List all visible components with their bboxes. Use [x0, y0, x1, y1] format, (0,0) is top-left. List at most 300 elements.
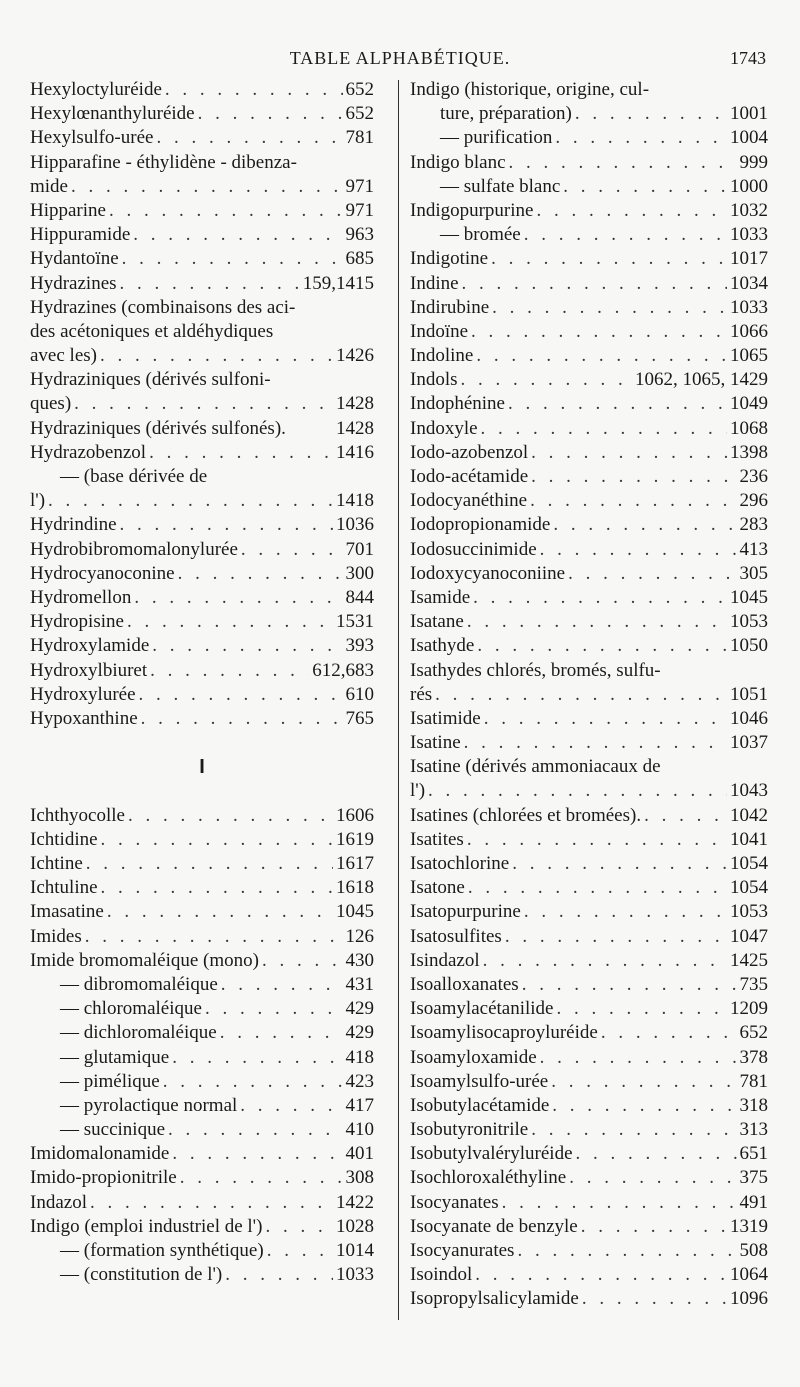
leader-dots: [467, 828, 727, 852]
leader-dots: [71, 175, 343, 199]
index-list-i-continued: [410, 78, 768, 1312]
leader-dots: [225, 1263, 333, 1287]
entry-text: Isatopurpurine: [410, 901, 521, 923]
leader-dots: [90, 1191, 333, 1215]
leader-dots: [575, 102, 727, 126]
leader-dots: [512, 852, 727, 876]
index-entry: [410, 925, 768, 949]
entry-text: mide: [30, 175, 68, 197]
entry-page-number: 1028: [336, 1215, 374, 1237]
leader-dots: [568, 562, 736, 586]
page-header: [0, 48, 800, 72]
entry-page-number: 1000: [730, 175, 768, 197]
index-entry: [30, 513, 374, 537]
entry-text: — succinique: [60, 1119, 166, 1141]
leader-dots: [220, 1021, 343, 1045]
leader-dots: [462, 272, 727, 296]
leader-dots: [644, 804, 727, 828]
leader-dots: [205, 997, 343, 1021]
leader-dots: [491, 247, 727, 271]
index-entry: [30, 175, 374, 199]
index-entry: [30, 320, 374, 344]
entry-page-number: 685: [345, 248, 374, 270]
entry-text: Indigo blanc: [410, 151, 506, 173]
index-entry: [30, 1263, 374, 1287]
entry-page-number: 1606: [336, 804, 374, 826]
leader-dots: [581, 1215, 727, 1239]
index-entry: [410, 1166, 768, 1190]
index-entry: [410, 1070, 768, 1094]
entry-page-number: 1054: [730, 877, 768, 899]
index-entry: [30, 707, 374, 731]
entry-page-number: 508: [739, 1240, 768, 1261]
index-entry: [410, 707, 768, 731]
leader-dots: [508, 392, 727, 416]
index-entry: [30, 1021, 374, 1045]
index-entry: [30, 804, 374, 828]
entry-page-number: 652: [345, 79, 374, 100]
entry-page-number: 1049: [730, 393, 768, 415]
leader-dots: [172, 1046, 342, 1070]
entry-text: Hydantoïne: [30, 248, 119, 270]
entry-text: Imide bromomaléique (mono): [30, 949, 259, 971]
entry-text: — (formation synthétique): [60, 1240, 264, 1262]
entry-page-number: 1428: [336, 417, 374, 439]
entry-text: Isatone: [410, 877, 465, 899]
entry-page-number: 781: [739, 1070, 768, 1092]
leader-dots: [473, 586, 727, 610]
index-entry: [410, 272, 768, 296]
entry-page-number: 1418: [336, 490, 374, 512]
entry-page-number: 1096: [730, 1288, 768, 1310]
leader-dots: [172, 1142, 342, 1166]
entry-text: — sulfate blanc: [440, 175, 561, 197]
entry-text: Isoindol: [410, 1264, 473, 1286]
leader-dots: [127, 610, 333, 634]
entry-page-number: 1045: [730, 586, 768, 608]
entry-text: Isocyanates: [410, 1191, 499, 1213]
index-entry: [410, 1263, 768, 1287]
entry-text: Hydrocyanoconine: [30, 562, 175, 584]
leader-dots: [551, 1070, 736, 1094]
index-entry: [410, 247, 768, 271]
entry-text: Isoalloxanates: [410, 973, 519, 995]
entry-page-number: 1034: [730, 272, 768, 294]
index-entry: [30, 1215, 374, 1239]
index-entry: [410, 634, 768, 658]
index-entry: [410, 852, 768, 876]
entry-page-number: 1042: [730, 804, 768, 826]
index-entry: [410, 223, 768, 247]
entry-text: Isobutyronitrile: [410, 1119, 529, 1141]
entry-page-number: 1046: [730, 707, 768, 729]
entry-text: Imasatine: [30, 901, 104, 923]
leader-dots: [101, 876, 333, 900]
column-divider: [398, 80, 399, 1320]
entry-page-number: 236: [739, 466, 768, 487]
index-entry: [410, 392, 768, 416]
entry-text: Indols: [410, 369, 458, 391]
leader-dots: [165, 78, 343, 102]
index-entry: [410, 949, 768, 973]
leader-dots: [522, 973, 737, 997]
leader-dots: [531, 441, 727, 465]
entry-page-number: 1068: [730, 417, 768, 439]
entry-page-number: 375: [739, 1167, 768, 1189]
entry-page-number: 413: [739, 538, 768, 560]
entry-text: Isatochlorine: [410, 853, 510, 874]
leader-dots: [468, 876, 727, 900]
leader-dots: [133, 223, 342, 247]
leader-dots: [467, 610, 727, 634]
leader-dots: [576, 1142, 737, 1166]
entry-text: Imides: [30, 925, 82, 947]
entry-page-number: 1047: [730, 925, 768, 947]
leader-dots: [141, 707, 343, 731]
entry-text: — dibromomaléique: [60, 973, 218, 995]
leader-dots: [569, 1166, 736, 1190]
entry-text: Indigo (emploi industriel de l'): [30, 1215, 263, 1237]
index-entry: [410, 513, 768, 537]
entry-page-number: 296: [739, 490, 768, 512]
leader-dots: [163, 1070, 343, 1094]
index-entry: [30, 852, 374, 876]
entry-text: Iodopropionamide: [410, 514, 551, 536]
entry-text: Iodo-azobenzol: [410, 441, 529, 463]
entry-text: Indigotine: [410, 248, 489, 270]
entry-text: Hydroxylurée: [30, 683, 136, 705]
entry-page-number: 765: [345, 707, 374, 729]
entry-text: Hexylœnanthyluréide: [30, 103, 195, 125]
entry-text: Iodosuccinimide: [410, 538, 537, 560]
entry-page-number: 999: [739, 151, 768, 173]
entry-page-number: 1064: [730, 1264, 768, 1286]
entry-text: Hexylsulfo-urée: [30, 127, 154, 149]
leader-dots: [120, 272, 300, 296]
entry-text: — bromée: [440, 224, 521, 246]
entry-text: Indophénine: [410, 393, 505, 415]
entry-text: Isatimide: [410, 707, 481, 729]
index-entry: [410, 1191, 768, 1215]
index-entry: [410, 755, 768, 779]
entry-page-number: 429: [345, 998, 374, 1020]
entry-page-number: 652: [739, 1022, 768, 1044]
entry-page-number: 1209: [730, 998, 768, 1020]
entry-page-number: 126: [345, 925, 374, 947]
index-entry: [30, 973, 374, 997]
leader-dots: [555, 126, 727, 150]
leader-dots: [552, 1094, 736, 1118]
entry-text: Isatites: [410, 828, 464, 850]
index-entry: [410, 126, 768, 150]
entry-page-number: 1014: [336, 1240, 374, 1262]
index-entry: [30, 925, 374, 949]
entry-text: Hydrazobenzol: [30, 441, 147, 463]
index-entry: [410, 1239, 768, 1263]
entry-text: Isatine (dérivés ammoniacaux de: [410, 756, 661, 778]
entry-text: Iodo-acétamide: [410, 466, 529, 487]
index-entry: [30, 586, 374, 610]
entry-page-number: 417: [345, 1094, 374, 1116]
entry-text: Indazol: [30, 1191, 87, 1213]
index-entry: [410, 199, 768, 223]
index-entry: [30, 78, 374, 102]
leader-dots: [85, 925, 343, 949]
entry-page-number: 313: [739, 1119, 768, 1141]
entry-text: l'): [30, 490, 46, 512]
leader-dots: [476, 344, 727, 368]
index-entry: [30, 489, 374, 513]
index-entry: [410, 997, 768, 1021]
leader-dots: [221, 973, 343, 997]
leader-dots: [48, 489, 333, 513]
leader-dots: [101, 828, 333, 852]
entry-text: Ichtidine: [30, 828, 98, 850]
leader-dots: [481, 417, 727, 441]
entry-page-number: 1066: [730, 320, 768, 342]
entry-text: ture, préparation): [440, 103, 572, 125]
entry-text: Isocyanurates: [410, 1240, 515, 1261]
leader-dots: [152, 634, 342, 658]
entry-text: Hippuramide: [30, 224, 131, 246]
leader-dots: [582, 1287, 727, 1311]
index-entry: [30, 949, 374, 973]
entry-text: Ichtine: [30, 853, 83, 875]
left-column: [30, 78, 374, 1287]
leader-dots: [107, 900, 333, 924]
entry-page-number: 1043: [730, 780, 768, 802]
index-entry: [30, 876, 374, 900]
entry-page-number: 300: [345, 562, 374, 584]
leader-dots: [139, 683, 343, 707]
entry-text: Indigopurpurine: [410, 199, 534, 221]
leader-dots: [241, 538, 343, 562]
section-letter-i: I: [199, 756, 205, 779]
leader-dots: [435, 683, 727, 707]
leader-dots: [502, 1191, 737, 1215]
leader-dots: [477, 634, 727, 658]
entry-text: Isathyde: [410, 635, 475, 657]
right-column: [410, 78, 768, 1312]
index-entry: [30, 1046, 374, 1070]
entry-text: Hydraziniques (dérivés sulfoni-: [30, 369, 271, 391]
entry-page-number: 1051: [730, 683, 768, 705]
index-entry: [410, 779, 768, 803]
entry-text: Indoxyle: [410, 417, 478, 439]
entry-page-number: 963: [345, 224, 374, 246]
entry-page-number: 378: [739, 1046, 768, 1068]
entry-text: Isoamylsulfo-urée: [410, 1070, 549, 1092]
leader-dots: [531, 465, 736, 489]
entry-page-number: 1618: [336, 877, 374, 899]
entry-page-number: 701: [345, 538, 374, 560]
entry-page-number: 651: [739, 1143, 768, 1165]
entry-page-number: 393: [345, 635, 374, 657]
entry-text: Isobutylacétamide: [410, 1094, 550, 1116]
index-entry: [30, 465, 374, 489]
index-entry: [410, 731, 768, 755]
index-entry: [410, 1118, 768, 1142]
entry-text: Isochloroxaléthyline: [410, 1167, 567, 1189]
entry-text: Isatane: [410, 611, 464, 633]
entry-text: Hydroxylbiuret: [30, 659, 148, 681]
leader-dots: [464, 731, 727, 755]
index-entry: [30, 828, 374, 852]
leader-dots: [134, 586, 342, 610]
entry-text: Hydromellon: [30, 586, 132, 608]
entry-page-number: 1319: [730, 1215, 768, 1237]
entry-text: Isathydes chlorés, bromés, sulfu-: [410, 659, 661, 681]
index-entry: [30, 1094, 374, 1118]
entry-page-number: 1398: [730, 441, 768, 463]
entry-page-number: 1617: [336, 853, 374, 875]
leader-dots: [484, 707, 727, 731]
entry-page-number: 1032: [730, 199, 768, 221]
entry-page-number: 318: [739, 1094, 768, 1116]
entry-text: Imido-propionitrile: [30, 1167, 177, 1189]
leader-dots: [483, 949, 727, 973]
leader-dots: [505, 925, 727, 949]
index-entry: [410, 659, 768, 683]
leader-dots: [536, 199, 727, 223]
index-entry: [410, 175, 768, 199]
entry-page-number: 1422: [336, 1191, 374, 1213]
index-entry: [30, 1070, 374, 1094]
index-entry: [30, 344, 374, 368]
index-entry: [410, 465, 768, 489]
entry-page-number: 1065: [730, 345, 768, 367]
index-entry: [410, 1094, 768, 1118]
entry-text: Isatine: [410, 732, 461, 754]
index-entry: [410, 900, 768, 924]
index-entry: [410, 102, 768, 126]
entry-text: Imidomalonamide: [30, 1143, 170, 1165]
index-entry: [30, 562, 374, 586]
leader-dots: [563, 175, 727, 199]
entry-page-number: 159,1415: [302, 272, 374, 294]
index-entry: [30, 126, 374, 150]
entry-text: Hydroxylamide: [30, 635, 150, 657]
entry-text: Ichthyocolle: [30, 804, 125, 826]
index-entry: [30, 1142, 374, 1166]
entry-text: — (constitution de l'): [60, 1264, 223, 1286]
entry-text: des acétoniques et aldéhydiques: [30, 320, 274, 342]
entry-page-number: 423: [345, 1070, 374, 1092]
entry-text: Hexyloctyluréide: [30, 79, 162, 100]
index-entry: [30, 441, 374, 465]
index-entry: [30, 272, 374, 296]
leader-dots: [553, 513, 736, 537]
index-entry: [30, 1166, 374, 1190]
entry-page-number: 1053: [730, 611, 768, 633]
entry-text: Hydropisine: [30, 611, 124, 633]
index-entry: [30, 1239, 374, 1263]
page-number: 1743: [730, 48, 766, 68]
entry-text: Isoamylisocaproyluréide: [410, 1022, 598, 1044]
leader-dots: [601, 1021, 737, 1045]
entry-text: Isobutylvaléryluréide: [410, 1143, 573, 1165]
index-entry: [410, 78, 768, 102]
entry-page-number: 401: [345, 1143, 374, 1165]
index-entry: [410, 1046, 768, 1070]
leader-dots: [109, 199, 343, 223]
leader-dots: [540, 1046, 737, 1070]
index-entry: [30, 1118, 374, 1142]
index-entry: [410, 344, 768, 368]
entry-text: rés: [410, 683, 433, 705]
index-entry: [30, 610, 374, 634]
entry-page-number: 1426: [336, 345, 374, 367]
entry-text: Hydrobibromomalonylurée: [30, 538, 238, 560]
entry-text: Isatines (chlorées et bromées).: [410, 804, 642, 826]
entry-text: Hydrazines: [30, 272, 117, 294]
entry-page-number: 1004: [730, 127, 768, 149]
entry-page-number: 1033: [336, 1264, 374, 1286]
entry-page-number: 1033: [730, 224, 768, 246]
entry-text: l'): [410, 780, 426, 802]
entry-page-number: 1062, 1065, 1429: [635, 369, 768, 391]
entry-text: avec les): [30, 345, 97, 367]
index-entry: [30, 151, 374, 175]
entry-text: Hipparafine - éthylidène - dibenza-: [30, 151, 297, 173]
entry-page-number: 491: [739, 1191, 768, 1213]
index-entry: [30, 368, 374, 392]
leader-dots: [168, 1118, 342, 1142]
index-entry: [30, 683, 374, 707]
leader-dots: [86, 852, 333, 876]
entry-text: Indigo (historique, origine, cul-: [410, 79, 650, 100]
index-entry: [30, 102, 374, 126]
entry-text: Isoamylacétanilide: [410, 998, 554, 1020]
leader-dots: [428, 779, 727, 803]
index-entry: [410, 828, 768, 852]
entry-page-number: 1050: [730, 635, 768, 657]
entry-text: Hydrazines (combinaisons des aci-: [30, 296, 296, 318]
entry-text: Iodoxycyanoconiine: [410, 562, 566, 584]
entry-text: — glutamique: [60, 1046, 170, 1068]
leader-dots: [530, 489, 736, 513]
index-list-h: [30, 78, 374, 731]
entry-page-number: 844: [345, 586, 374, 608]
entry-page-number: 1041: [730, 828, 768, 850]
entry-text: — (base dérivée de: [60, 466, 208, 487]
index-entry: [410, 876, 768, 900]
index-entry: [410, 804, 768, 828]
index-entry: [30, 634, 374, 658]
entry-page-number: 418: [345, 1046, 374, 1068]
leader-dots: [524, 900, 727, 924]
index-entry: [410, 489, 768, 513]
entry-text: Hydrindine: [30, 514, 117, 536]
index-entry: [410, 538, 768, 562]
entry-page-number: 410: [345, 1119, 374, 1141]
leader-dots: [267, 1239, 333, 1263]
index-entry: [30, 392, 374, 416]
leader-dots: [149, 441, 333, 465]
entry-page-number: 781: [345, 127, 374, 149]
index-entry: [410, 1142, 768, 1166]
index-list-i: [30, 804, 374, 1288]
entry-text: Isindazol: [410, 949, 480, 971]
entry-text: Isoamyloxamide: [410, 1046, 537, 1068]
index-entry: [30, 247, 374, 271]
entry-page-number: 612,683: [312, 659, 374, 681]
entry-text: — purification: [440, 127, 553, 149]
entry-page-number: 735: [739, 973, 768, 995]
index-entry: [30, 296, 374, 320]
entry-page-number: 1531: [336, 611, 374, 633]
leader-dots: [492, 296, 727, 320]
